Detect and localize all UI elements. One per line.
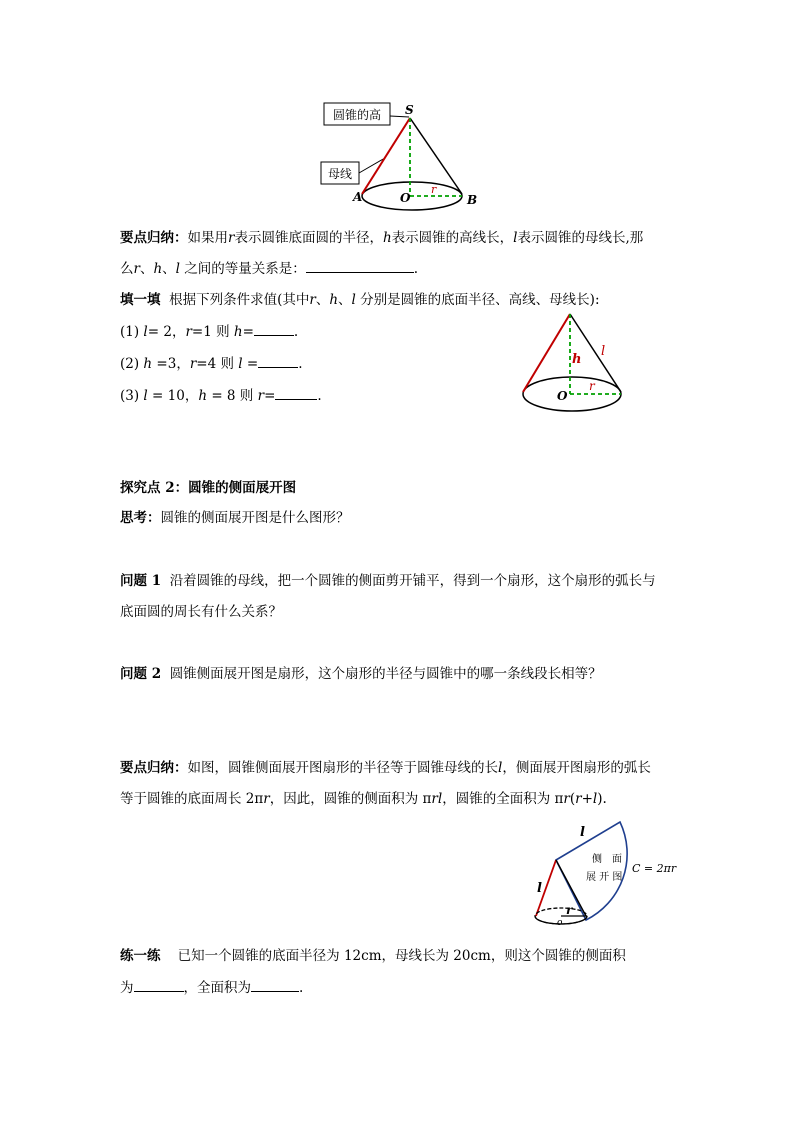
answer-blank-2[interactable] — [258, 353, 298, 368]
fill-item-2: (2) h =3，r=4 则 l = . — [120, 353, 303, 374]
label-l: l — [601, 344, 606, 359]
label-l-top: l — [580, 825, 585, 840]
key-summary-1-line2: 么r、h、l 之间的等量关系是： . — [120, 258, 418, 279]
fill-item-1: (1) l= 2，r=1 则 h= . — [120, 321, 298, 342]
sector-label-1: 侧 面 — [592, 854, 622, 865]
answer-blank-3[interactable] — [275, 385, 317, 400]
answer-blank-1[interactable] — [254, 321, 294, 336]
label-h: h — [572, 352, 582, 367]
label-l-side: l — [537, 881, 542, 896]
fill-intro: 填一填 根据下列条件求值(其中r、h、l 分别是圆锥的底面半径、高线、母线长): — [120, 292, 600, 308]
practice-line2: 为 ，全面积为 . — [120, 977, 303, 998]
label-r: r — [589, 379, 595, 393]
point-b: B — [467, 193, 478, 207]
think-line: 思考：圆锥的侧面展开图是什么图形？ — [120, 510, 350, 526]
key-summary-1-line1: 要点归纳：如果用r表示圆锥底面圆的半径，h表示圆锥的高线长，l表示圆锥的母线长,那 — [120, 230, 644, 246]
question-1-line1: 问题 1 沿着圆锥的母线，把一个圆锥的侧面剪开铺平，得到一个扇形，这个扇形的弧长与 — [120, 573, 656, 589]
sector-label-2: 展 开 图 — [586, 872, 623, 883]
fill-item-3: (3) l = 10，h = 8 则 r= . — [120, 385, 322, 406]
label-r: r — [566, 903, 573, 917]
key-summary-2-line1: 要点归纳：如图，圆锥侧面展开图扇形的半径等于圆锥母线的长l，侧面展开图扇形的弧长 — [120, 760, 651, 776]
cone-development-figure — [528, 814, 688, 936]
point-o: O — [557, 389, 568, 403]
point-o: o — [557, 918, 563, 928]
question-2-line: 问题 2 圆锥侧面展开图是扇形，这个扇形的半径与圆锥中的哪一条线段长相等？ — [120, 666, 602, 682]
label-generatrix: 母线 — [327, 167, 353, 181]
key-summary-2-line2: 等于圆锥的底面周长 2πr，因此，圆锥的侧面积为 πrl，圆锥的全面积为 πr(r+l). — [120, 791, 607, 807]
arc-formula: C = 2πr — [632, 862, 677, 875]
section-2-title: 探究点 2：圆锥的侧面展开图 — [120, 480, 297, 496]
answer-blank-lateral-area[interactable] — [134, 977, 184, 992]
label-height: 圆锥的高 — [332, 108, 382, 122]
point-s: S — [405, 103, 414, 117]
cone-generatrix — [523, 314, 570, 392]
answer-blank-relation[interactable] — [306, 258, 414, 273]
cone-figure-1 — [300, 98, 500, 218]
cone-figure-2 — [515, 308, 635, 414]
point-r: r — [431, 183, 437, 196]
question-1-line2: 底面圆的周长有什么关系？ — [120, 604, 282, 620]
point-a: A — [353, 190, 363, 204]
practice-line1: 练一练 已知一个圆锥的底面半径为 12cm，母线长为 20cm，则这个圆锥的侧面积 — [120, 948, 626, 964]
answer-blank-total-area[interactable] — [251, 977, 299, 992]
point-o: O — [400, 191, 411, 205]
